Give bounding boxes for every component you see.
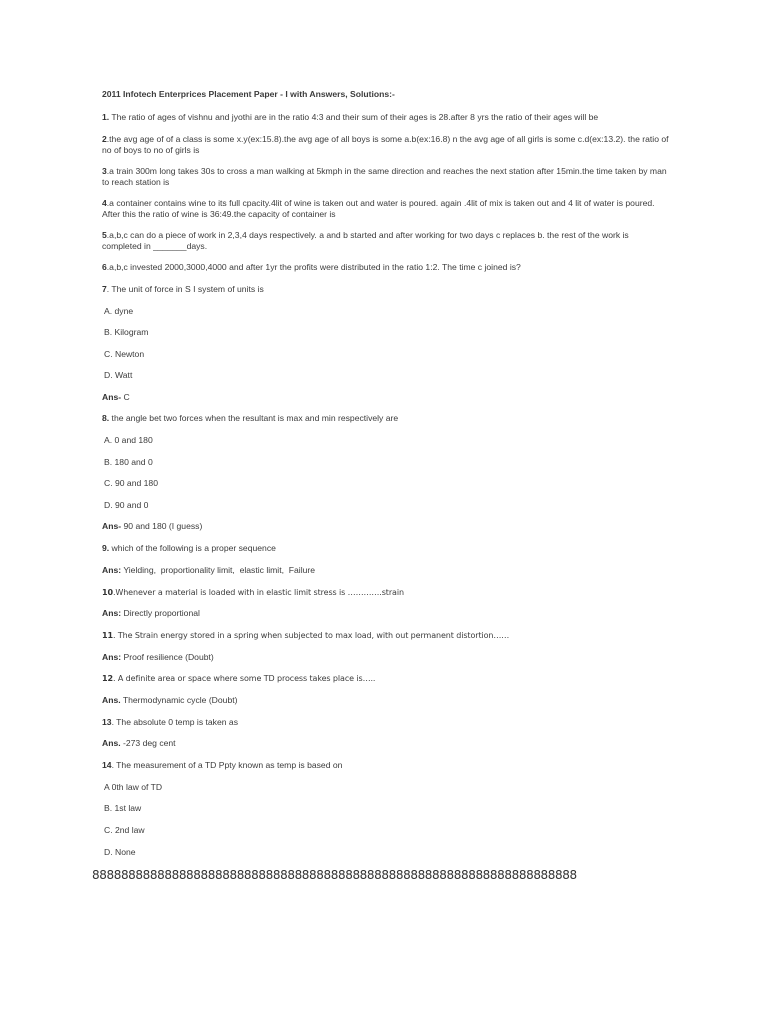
answer-text: Thermodynamic cycle (Doubt) [120, 695, 238, 705]
question-9 [102, 543, 670, 554]
question-text: the angle bet two forces when the resultant is max and min respectively are [109, 413, 399, 423]
question-number: 5 [102, 230, 107, 240]
question-1 [102, 112, 670, 123]
option-c: C. 2nd law [104, 825, 145, 835]
option-c: C. 90 and 180 [104, 478, 158, 488]
answer-9 [102, 565, 670, 576]
question-text: .Whenever a material is loaded with in elastic limit stress is ………….strain [112, 588, 404, 597]
question-text: .a container contains wine to its full cpacity.4lit of wine is taken out and water is poured. again .4lit of mix is taken out and 4 lit of water is poured. After this the ratio of wine is 36:49.the capacity of container is [102, 198, 657, 219]
question-text: The ratio of ages of vishnu and jyothi are in the ratio 4:3 and their sum of their ages is 28.after 8 yrs the ratio of their ages will be [109, 112, 599, 122]
question-7 [102, 284, 670, 295]
answer-text: 90 and 180 (I guess) [121, 521, 203, 531]
option-b: B. 180 and 0 [104, 457, 153, 467]
question-text: .a,b,c invested 2000,3000,4000 and after 1yr the profits were distributed in the ratio 1:2. The time c joined is? [106, 262, 521, 272]
answer-11 [102, 652, 670, 663]
question-number: 14 [102, 760, 112, 770]
option-d: D. None [104, 847, 136, 857]
question-text: . The absolute 0 temp is taken as [111, 717, 238, 727]
answer-text: Yielding, proportionality limit, elastic limit, Failure [121, 565, 316, 575]
answer-7 [102, 392, 670, 403]
question-number: 8. [102, 413, 110, 423]
question-2 [102, 134, 670, 156]
option-d: D. Watt [104, 370, 133, 380]
question-number: 2 [102, 134, 107, 144]
question-number: 10 [102, 588, 113, 597]
answer-label: Ans. [102, 695, 121, 705]
question-10 [102, 587, 670, 598]
question-text: . The unit of force in S I system of units is [106, 284, 264, 294]
answer-label: Ans- [102, 392, 122, 402]
question-12 [102, 673, 670, 684]
question-text: .a train 300m long takes 30s to cross a man walking at 5kmph in the same direction and reaches the next station after 15min.the time taken by man to reach station is [102, 166, 670, 187]
question-text: .a,b,c can do a piece of work in 2,3,4 days respectively. a and b started and after working for two days c replaces b. the rest of the work is completed in _______days. [102, 230, 632, 251]
option-a: A. 0 and 180 [104, 435, 153, 445]
question-8 [102, 413, 670, 424]
answer-label: Ans: [102, 608, 122, 618]
question-4 [102, 198, 670, 220]
answer-8 [102, 521, 670, 532]
option-d: D. 90 and 0 [104, 500, 149, 510]
option-b: B. 1st law [104, 803, 142, 813]
option-b: B. Kilogram [104, 327, 149, 337]
question-number: 7 [102, 284, 107, 294]
question-number: 13 [102, 717, 112, 727]
answer-label: Ans. [102, 738, 121, 748]
answer-10 [102, 608, 670, 619]
answer-label: Ans: [102, 652, 122, 662]
question-text: . A definite area or space where some TD process takes place is….. [112, 674, 376, 683]
separator-row-eights: 8888888888888888888888888888888888888888888888888888888888888888888 [92, 868, 577, 882]
option-a: A. dyne [104, 306, 134, 316]
question-14 [102, 760, 670, 771]
answer-label: Ans- [102, 521, 122, 531]
document-title: 2011 Infotech Enterprices Placement Paper - I with Answers, Solutions:- [102, 89, 395, 99]
question-number: 9. [102, 543, 110, 553]
question-text: . The Strain energy stored in a spring when subjected to max load, with out permanent distortion…… [112, 631, 510, 640]
answer-text: Proof resilience (Doubt) [121, 652, 214, 662]
question-number: 12 [102, 674, 113, 683]
question-number: 4 [102, 198, 107, 208]
question-13 [102, 717, 670, 728]
question-text: .the avg age of of a class is some x.y(ex:15.8).the avg age of all boys is some a.b(ex:16.8) n the avg age of all girls is some c.d(ex:13.2). the ratio of no of boys to no of girls is [102, 134, 671, 155]
question-number: 3 [102, 166, 107, 176]
question-number: 11 [102, 631, 113, 640]
answer-label: Ans: [102, 565, 122, 575]
question-number: 6 [102, 262, 107, 272]
answer-text: C [121, 392, 130, 402]
question-3 [102, 166, 670, 188]
answer-13 [102, 738, 670, 749]
option-a: A 0th law of TD [104, 782, 163, 792]
answer-12 [102, 695, 670, 706]
question-number: 1. [102, 112, 110, 122]
answer-text: -273 deg cent [120, 738, 176, 748]
question-11 [102, 630, 670, 641]
answer-text: Directly proportional [121, 608, 200, 618]
question-6 [102, 262, 670, 273]
question-text: . The measurement of a TD Ppty known as temp is based on [111, 760, 343, 770]
question-5 [102, 230, 670, 252]
question-text: which of the following is a proper sequence [109, 543, 276, 553]
option-c: C. Newton [104, 349, 145, 359]
